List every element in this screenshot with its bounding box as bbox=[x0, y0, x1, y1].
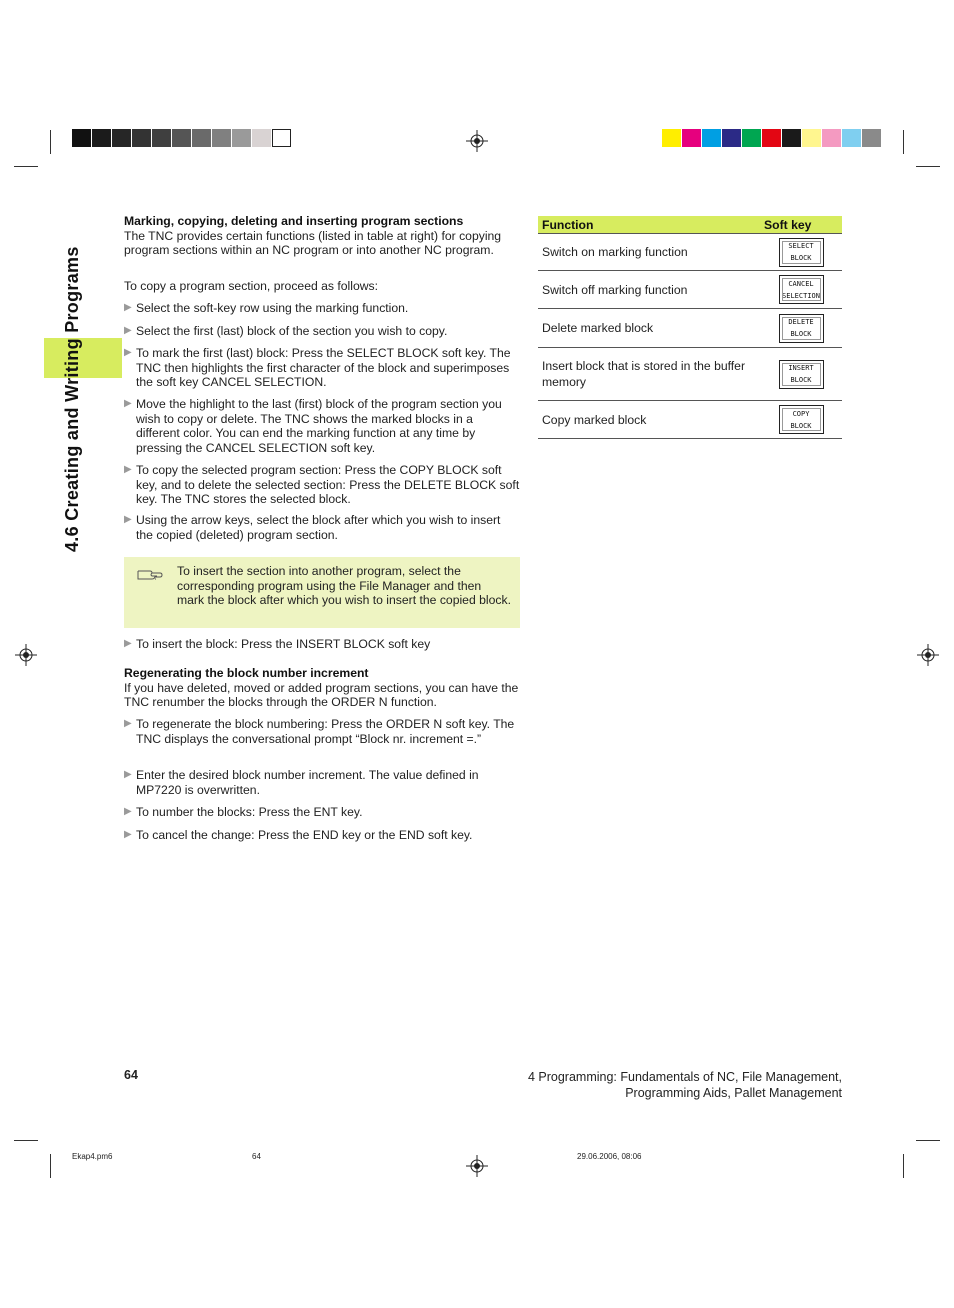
softkey-cell bbox=[760, 348, 842, 401]
softkey-cell bbox=[760, 234, 842, 271]
registration-mark-icon bbox=[466, 1155, 488, 1177]
section1-block bbox=[124, 214, 520, 258]
gray-swatch bbox=[112, 129, 131, 147]
color-swatch bbox=[782, 129, 801, 147]
function-cell: Switch off marking function bbox=[538, 271, 760, 309]
table-row bbox=[538, 234, 842, 271]
bullet-arrow-icon: ▶ bbox=[124, 347, 132, 358]
section1-heading: Marking, copying, deleting and inserting program sections bbox=[124, 214, 464, 228]
bullet-arrow-icon: ▶ bbox=[124, 769, 132, 780]
table-header-row bbox=[538, 216, 842, 234]
registration-mark-icon bbox=[466, 130, 488, 152]
table-row bbox=[538, 348, 842, 401]
list-item: ▶ Select the soft-key row using the marking function. bbox=[124, 301, 409, 315]
gray-swatch bbox=[152, 129, 171, 147]
gray-swatch bbox=[132, 129, 151, 147]
copy-block-softkey-icon: COPY BLOCK bbox=[779, 405, 824, 434]
page-number: 64 bbox=[124, 1068, 138, 1082]
bullet-arrow-icon: ▶ bbox=[124, 398, 132, 409]
chapter-footer-line2: Programming Aids, Pallet Management bbox=[625, 1086, 842, 1100]
list-item: ▶ Move the highlight to the last (first) block of the program section you wish to copy or delete. The TNC shows the marked blocks in a different color. You can end the marking function at any time by pressing the CANCEL SELECTION soft key. bbox=[124, 397, 502, 455]
list-item: ▶ To copy the selected program section: Press the COPY BLOCK soft key, and to delete the selected section: Press the DELETE BLOCK soft key. The TNC stores the selected block. bbox=[124, 463, 520, 507]
color-swatch bbox=[862, 129, 881, 147]
function-cell: Switch on marking function bbox=[538, 234, 760, 271]
gray-swatch bbox=[272, 129, 291, 147]
table-row bbox=[538, 271, 842, 309]
list-item: ▶ Select the first (last) block of the section you wish to copy. bbox=[124, 324, 448, 338]
gray-swatch bbox=[92, 129, 111, 147]
bullet-arrow-icon: ▶ bbox=[124, 718, 132, 729]
slug-timestamp: 29.06.2006, 08:06 bbox=[577, 1152, 642, 1161]
table-row bbox=[538, 309, 842, 348]
color-swatch bbox=[722, 129, 741, 147]
color-swatch bbox=[802, 129, 821, 147]
slug-page: 64 bbox=[252, 1152, 261, 1161]
bullet-arrow-icon: ▶ bbox=[124, 464, 132, 475]
chapter-footer bbox=[528, 1069, 842, 1101]
list-item: ▶ To number the blocks: Press the ENT key. bbox=[124, 805, 363, 819]
color-swatch bbox=[662, 129, 681, 147]
gray-swatch bbox=[172, 129, 191, 147]
section2-block bbox=[124, 666, 520, 710]
softkey-cell bbox=[760, 401, 842, 439]
color-swatch bbox=[762, 129, 781, 147]
gray-swatch bbox=[72, 129, 91, 147]
bullet-arrow-icon: ▶ bbox=[124, 325, 132, 336]
function-cell: Delete marked block bbox=[538, 309, 760, 348]
bullet-arrow-icon: ▶ bbox=[124, 638, 132, 649]
color-swatch bbox=[842, 129, 861, 147]
bullet-arrow-icon: ▶ bbox=[124, 514, 132, 525]
gray-swatch bbox=[252, 129, 271, 147]
crop-mark bbox=[50, 1154, 51, 1178]
color-swatch bbox=[742, 129, 761, 147]
color-swatch bbox=[702, 129, 721, 147]
note-box bbox=[124, 557, 520, 628]
column-header-softkey: Soft key bbox=[760, 216, 842, 234]
sidebar-section-title: 4.6 Creating and Writing Programs bbox=[62, 246, 82, 552]
crop-mark bbox=[14, 166, 38, 167]
section2-heading: Regenerating the block number increment bbox=[124, 666, 369, 680]
color-swatch bbox=[822, 129, 841, 147]
list-item: ▶ To cancel the change: Press the END key or the END soft key. bbox=[124, 828, 473, 842]
gray-swatch bbox=[192, 129, 211, 147]
crop-mark bbox=[14, 1140, 38, 1141]
crop-mark bbox=[916, 1140, 940, 1141]
pointing-hand-icon bbox=[136, 563, 164, 583]
crop-mark bbox=[916, 166, 940, 167]
sidebar-accent-bar bbox=[44, 338, 122, 378]
section2-intro: If you have deleted, moved or added program sections, you can have the TNC renumber the blocks through the ORDER N function. bbox=[124, 680, 519, 710]
function-table bbox=[538, 216, 842, 439]
registration-mark-icon bbox=[15, 644, 37, 666]
list-item: ▶ Enter the desired block number increment. The value defined in MP7220 is overwritten. bbox=[124, 768, 479, 797]
bullet-arrow-icon: ▶ bbox=[124, 806, 132, 817]
note-text: To insert the section into another program, select the corresponding program using the File Manager and then mark the block after which you wish to insert the copied block. bbox=[177, 564, 511, 608]
gray-swatch bbox=[232, 129, 251, 147]
slug-filename: Ekap4.pm6 bbox=[72, 1152, 113, 1161]
list-item: ▶ To regenerate the block numbering: Press the ORDER N soft key. The TNC displays the conversational prompt “Block nr. increment =.” bbox=[124, 717, 515, 746]
crop-mark bbox=[903, 130, 904, 154]
softkey-cell bbox=[760, 309, 842, 348]
column-header-function: Function bbox=[538, 216, 760, 234]
crop-mark bbox=[903, 1154, 904, 1178]
list-item: ▶ Using the arrow keys, select the block after which you wish to insert the copied (deleted) program section. bbox=[124, 513, 501, 542]
softkey-cell bbox=[760, 271, 842, 309]
bullet-arrow-icon: ▶ bbox=[124, 302, 132, 313]
chapter-footer-line1: 4 Programming: Fundamentals of NC, File Management, bbox=[527, 1070, 842, 1084]
bullet-arrow-icon: ▶ bbox=[124, 829, 132, 840]
section1-intro: The TNC provides certain functions (listed in table at right) for copying program sections within an NC program or into another NC program. bbox=[124, 228, 502, 258]
crop-mark bbox=[50, 130, 51, 154]
function-cell: Copy marked block bbox=[538, 401, 760, 439]
cancel-selection-softkey-icon: CANCEL SELECTION bbox=[779, 275, 824, 304]
insert-block-softkey-icon: INSERT BLOCK bbox=[779, 360, 824, 389]
delete-block-softkey-icon: DELETE BLOCK bbox=[779, 314, 824, 343]
color-swatch bbox=[682, 129, 701, 147]
list-item: ▶ To mark the first (last) block: Press the SELECT BLOCK soft key. The TNC then highlights the first character of the block and superimposes the soft key CANCEL SELECTION. bbox=[124, 346, 511, 390]
section1-lead: To copy a program section, proceed as follows: bbox=[124, 279, 379, 293]
select-block-softkey-icon: SELECT BLOCK bbox=[779, 238, 824, 267]
table-row bbox=[538, 401, 842, 439]
registration-mark-icon bbox=[917, 644, 939, 666]
list-item: ▶ To insert the block: Press the INSERT BLOCK soft key bbox=[124, 637, 431, 651]
function-cell: Insert block that is stored in the buffer memory bbox=[538, 348, 760, 401]
gray-swatch bbox=[212, 129, 231, 147]
